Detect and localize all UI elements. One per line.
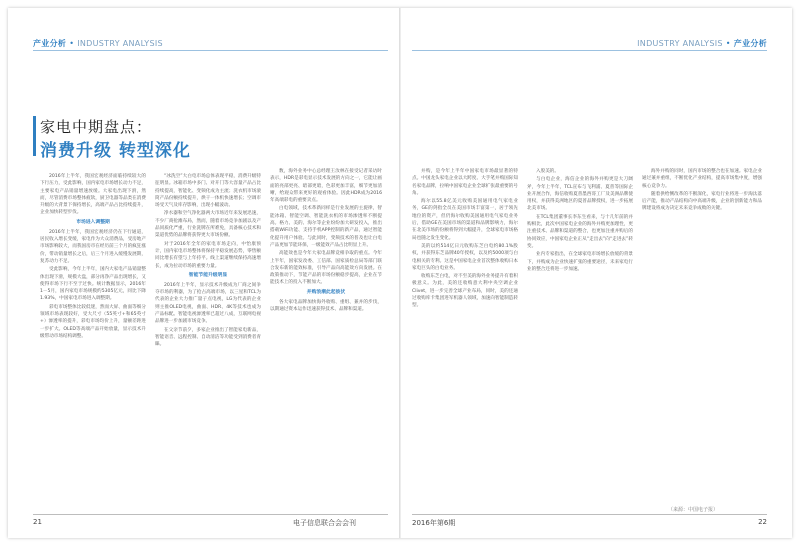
footer-rule-right xyxy=(412,514,767,515)
section-heading: 市场进入调整期 xyxy=(76,219,110,225)
text-column-5 xyxy=(527,168,633,498)
body-paragraph: 2016年上半年，我国宏观经济面临持续较大的下行压力，受此影响，国内家电市场增长动力不足，主要家电产品销量增速放缓。大家电出现下滑，然而，尽管消费市场整体疲软，厨卫电器等品类在消费升级的大背景下保持增长，高端产品占比持续提升，企业加快转型步伐。 xyxy=(40,174,146,216)
body-paragraph: 并购，是今年上半年中国家电市场最显著的特点。中国龙头家电企业以大跨度、大手笔并购国际知名家电品牌，拉响中国家电企业全球扩张最重要的号角。 xyxy=(412,169,518,196)
article-source: （来源：中国电子报） xyxy=(668,507,719,513)
text-column-4 xyxy=(412,168,518,498)
body-paragraph: 彩电市场整体比较低迷，然而大屏、曲面等细分领域市场表现较好，受大尺寸（55英寸+和65英寸+）渗透率的提升，彩电市场均价上升，量额差距进一步扩大。OLED等高端产品开始放量，显示技术升级带动市场结构调整。 xyxy=(40,304,146,339)
body-paragraph: 海尔以55.8亿美元收购美国通用电气家电业务，GE的剑指全员在美国市场丰富第一，居于领先地位的资产，但仍海尔收购美国通用电气家电业务后，借助GE在美国市场的渠道和品牌影响力，海尔在北美市场的份额将得到大幅提升，全球家电市场格局也随之发生变化。 xyxy=(412,199,518,241)
header-section-en: INDUSTRY ANALYSIS xyxy=(637,39,723,48)
header-section-en: INDUSTRY ANALYSIS xyxy=(77,39,163,48)
body-paragraph: 2016年上半年，我国宏观经济仍在下行通道，居民收入增长变缓，家电作为大众消费品，受房地产市场影响较大，而我国房市在经历前三个月的疯狂涨价，带动销量增长之后，后三个月进入缓慢发展期，复苏动力不足。 xyxy=(40,229,146,264)
section-heading: 智能节能升级明显 xyxy=(188,272,228,278)
body-paragraph: 随着供给侧改革的不断深化，家电行业将进一步淘汰落后产能，推动产品结构向中高端升级，企业的创新能力和品牌建设将成为决定未来竞争成败的关键。 xyxy=(642,191,762,212)
text-column-6 xyxy=(642,168,762,498)
body-paragraph: 入股美的。 xyxy=(536,169,559,174)
body-paragraph: 净水器和空气净化器两大市场近年来发展迅速，不少厂商抢滩布局，然而，随着市场竞争加剧以及产品同质化严重，行业洗牌在所难免，具备核心技术和渠道优势的品牌将获得更大市场份额。 xyxy=(155,211,261,239)
body-paragraph: 海外并购的同时，国内市场的整合也在加速。家电企业通过兼并重组，不断优化产业结构，提高市场集中度，增强核心竞争力。 xyxy=(642,169,762,189)
page-number-left: 21 xyxy=(33,518,42,526)
header-section-cn: 产业分析 xyxy=(733,39,767,48)
body-paragraph: 受此影响，今年上半年，国内大家电产品销量整体出现下滑，规模大盘，部分再净产品出现增长，又使得市场下行不至于过快。统计数据显示，2016年1－5月，国内家电市场规模约5305亿元，同比下降1.93%，中国家电市场进入调整期。 xyxy=(40,267,146,302)
body-paragraph: 2016年上半年，显示技术升级成为厂商之间争夺市场的利器，为了抢占高端市场，以三星和TCL为代表的企业大力推广量子点电视，LG为代表的企业则主推OLED电视，曲面、HDR、4K等技术也成为产品标配。智能电视渗透率已超过八成，互联网电视品牌进一步加剧市场竞争。 xyxy=(155,282,261,325)
body-paragraph: 对于2016年全年的家电市场走向，中怡康预计，国内家电市场整体将保持平稳发展态势，零售额同比增长有望与上年持平。线上渠道继续保持高速增长，成为拉动市场的重要力量。 xyxy=(155,241,261,269)
header-rule-left xyxy=(33,50,388,51)
header-section-cn: 产业分析 xyxy=(33,39,67,48)
body-paragraph: 收购东芝白电，对不至美的海外业务提升有着积极意义。为此，美的还收购意大利中央空调企业Clivet，进一步完善全球产业布局，同时，美的还通过收购库卡集团进军机器人领域，加速向智能制造转型。 xyxy=(412,274,518,309)
title-accent-bar xyxy=(33,116,36,156)
header-right xyxy=(637,38,767,49)
body-paragraph: 白电领域，技术革新同样是行业发展的主旋律，智能冰箱、智能空调、智能洗衣机的市场渗透率不断提高。格力、美的、海尔等企业纷纷加大研发投入，推出搭载WiFi功能、支持手机APP控制的新产品，通过智能化提升用户体验。与此同时，变频技术的普及也让白电产品更加节能环保，一级能效产品占比明显上升。 xyxy=(270,206,382,248)
header-rule-right xyxy=(412,50,767,51)
page-number-right: 22 xyxy=(758,518,767,526)
issue-label: 2016年第6期 xyxy=(412,519,456,527)
header-separator: • xyxy=(69,39,75,48)
page-gutter xyxy=(399,8,401,538)
article-subtitle: 消费升级 转型深化 xyxy=(40,141,191,161)
text-column-2 xyxy=(155,173,261,503)
article-title: 家电中期盘点： xyxy=(40,118,153,136)
magazine-spread xyxy=(8,8,792,538)
body-paragraph: 数，海外业务中心总经理王汝林在接受记者采访时表示，HDR是彩电显示技术发展的方向之一，它能让画面的亮部更亮、暗部更暗，色彩更加丰富，细节更加清晰，给观众带来更好的观看体验。因此HDR成为2016年高端彩电的重要卖点。 xyxy=(270,169,382,204)
publication-name: 电子信息联合会会刊 xyxy=(293,519,356,527)
body-paragraph: 美的以约514亿日元收购东芝白电约80.1%股权，并获得东芝品牌40年授权，以及约5000项与白电相关的专利。这是中国家电企业首次整体收购日本家电巨头的白电业务。 xyxy=(412,243,518,271)
body-paragraph: 在父亲节前夕，多家企业推出了智能家电新品，智能语音、远程控制、自动清洁等功能受到消费者青睐。 xyxy=(155,327,261,348)
body-paragraph: 在TCL集团董事长李东生看来，与十几年前的并购相比，此次中国家电企业的海外并购更加理性，更注重技术、品牌和渠道的整合，也更加注重并购后的协同效应，中国家电企业正从“走出去”向“走进去”转变。 xyxy=(527,214,633,249)
body-paragraph: “冰洗空”大白电市场总体表现平稳，消费升级特征明显。冰箱市场中多门、对开门等大容量产品占比持续提高，智能化、变频化成为主流；洗衣机市场滚筒产品份额持续提升，烘干一体机快速增长；空调市场受天气及库存影响，出现小幅波动。 xyxy=(155,174,261,209)
body-paragraph: 各大家电品牌加快海外收购、重组、兼并的步伐，以期通过资本运作迅速获得技术、品牌和渠道。 xyxy=(270,299,382,313)
header-separator: • xyxy=(725,39,731,48)
footer-rule-left xyxy=(33,514,388,515)
header-left xyxy=(33,38,163,49)
text-column-3 xyxy=(270,168,382,498)
body-paragraph: 与白电企业，海信企业的海外并购更是大刀阔斧，今年上半年，TCL宣布与飞利浦、夏普等国际企业开展合作，海信收购夏普墨西哥工厂及美洲品牌使用权，并获得美洲地区的夏普品牌授权，进一步拓展北美市场。 xyxy=(527,177,633,212)
body-paragraph: 高能效也是今年大家电品牌竞相争取的重点。今年上半年，国家发改委、工信部、国家质检总局等部门联合发布新的能效标准，引导产品向高能效方向发展。在政策推动下，节能产品的市场份额稳步提高，企业在节能技术上的投入不断加大。 xyxy=(270,251,382,286)
text-column-1 xyxy=(40,173,146,503)
body-paragraph: 业内专家指出，在全球家电市场增长放缓的背景下，并购成为企业快速扩张的重要途径，未来家电行业的整合还将进一步加速。 xyxy=(527,252,633,272)
section-heading: 并购浪潮此起彼伏 xyxy=(306,289,346,295)
